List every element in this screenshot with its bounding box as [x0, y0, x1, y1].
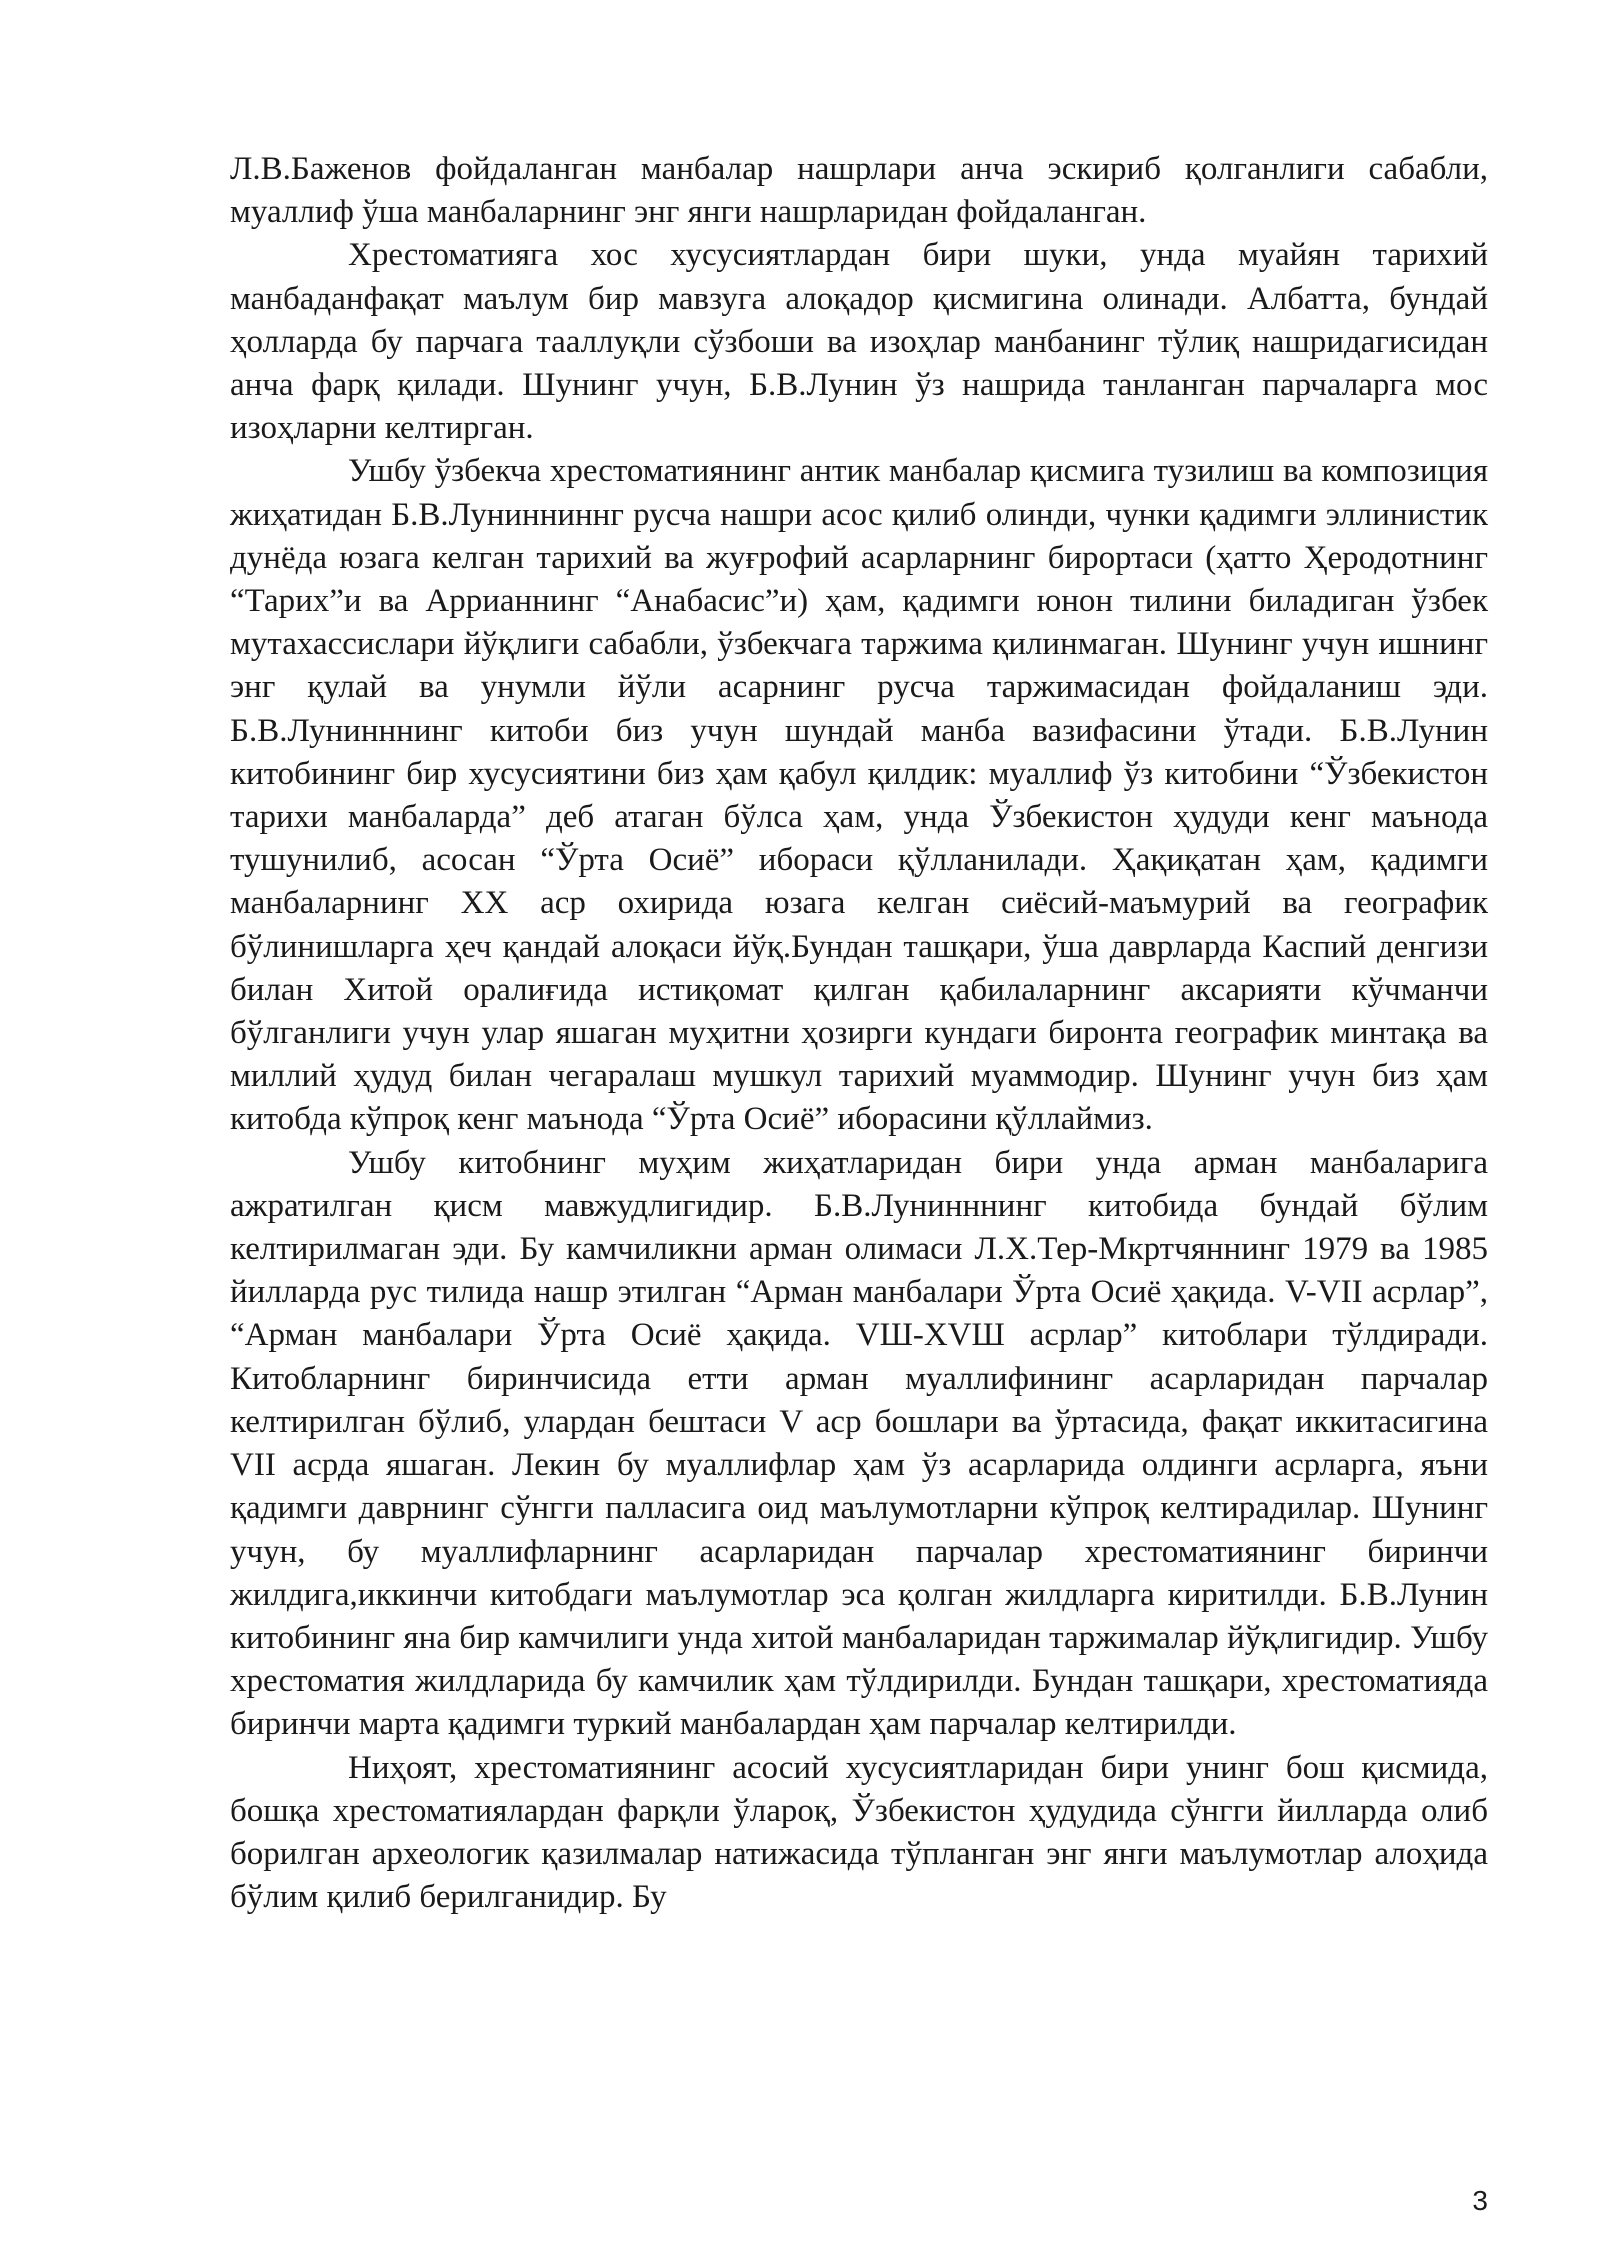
paragraph-3: Ушбу ўзбекча хрестоматиянинг антик манбалар қисмига тузилиш ва композиция жиҳатидан Б.В.Лунинниннг русча нашри асос қилиб олинди, чунки қадимги эллинистик дунёда юзага келган тарихий ва жуғрофий асарларнинг бирортаси (ҳатто Ҳеродотнинг “Тарих”и ва Аррианнинг “Анабасис”и) ҳам, қадимги юнон тилини биладиган ўзбек мутахассислари йўқлиги сабабли, ўзбекчага таржима қилинмаган. Шунинг учун ишнинг энг қулай ва унумли йўли асарнинг русча таржимасидан фойдаланиш эди. Б.В.Лунинннинг китоби биз учун шундай манба вазифасини ўтади. Б.В.Лунин китобининг бир хусусиятини биз ҳам қабул қилдик: муаллиф ўз китобини “Ўзбекистон тарихи манбаларда” деб атаган бўлса ҳам, унда Ўзбекистон ҳудуди кенг маънода тушунилиб, асосан “Ўрта Осиё” ибораси қўлланилади. Ҳақиқатан ҳам, қадимги манбаларнинг XX аср охирида юзага келган сиёсий-маъмурий ва географик бўлинишларга ҳеч қандай алоқаси йўқ.Бундан ташқари, ўша даврларда Каспий денгизи билан Хитой оралиғида истиқомат қилган қабилаларнинг аксарияти кўчманчи бўлганлиги учун улар яшаган муҳитни ҳозирги кундаги биронта географик минтақа ва миллий ҳудуд билан чегаралаш мушкул тарихий муаммодир. Шунинг учун биз ҳам китобда кўпроқ кенг маънода “Ўрта Осиё” иборасини қўллаймиз. [230, 453, 1488, 1138]
document-body [230, 148, 1488, 1919]
paragraph-4: Ушбу китобнинг муҳим жиҳатларидан бири унда арман манбаларига ажратилган қисм мавжудлигидир. Б.В.Лунинннинг китобида бундай бўлим келтирилмаган эди. Бу камчиликни арман олимаси Л.Х.Тер-Мкртчяннинг 1979 ва 1985 йилларда рус тилида нашр этилган “Арман манбалари Ўрта Осиё ҳақида. V-VII асрлар”, “Арман манбалари Ўрта Осиё ҳақида. VШ-XVШ асрлар” китоблари тўлдиради. Китобларнинг биринчисида етти арман муаллифининг асарларидан парчалар келтирилган бўлиб, улардан бештаси V аср бошлари ва ўртасида, фақат иккитасигина VII асрда яшаган. Лекин бу муаллифлар ҳам ўз асарларида олдинги асрларга, яъни қадимги даврнинг сўнгги палласига оид маълумотларни кўпроқ келтирадилар. Шунинг учун, бу муаллифларнинг асарларидан парчалар хрестоматиянинг биринчи жилдига,иккинчи китобдаги маълумотлар эса қолган жилдларга киритилди. Б.В.Лунин китобининг яна бир камчилиги унда хитой манбаларидан таржималар йўқлигидир. Ушбу хрестоматия жилдларида бу камчилик ҳам тўлдирилди. Бундан ташқари, хрестоматияда биринчи марта қадимги туркий манбалардан ҳам парчалар келтирилди. [230, 1144, 1488, 1743]
paragraph-2: Хрестоматияга хос хусусиятлардан бири шуки, унда муайян тарихий манбаданфақат маълум бир мавзуга алоқадор қисмигина олинади. Албатта, бундай ҳолларда бу парчага тааллуқли сўзбоши ва изоҳлар манбанинг тўлиқ нашридагисидан анча фарқ қилади. Шунинг учун, Б.В.Лунин ўз нашрида танланган парчаларга мос изоҳларни келтирган. [230, 237, 1488, 447]
paragraph-5: Ниҳоят, хрестоматиянинг асосий хусусиятларидан бири унинг бош қисмида, бошқа хрестоматиялардан фарқли ўлароқ, Ўзбекистон ҳудудида сўнгги йилларда олиб борилган археологик қазилмалар натижасида тўпланган энг янги маълумотлар алоҳида бўлим қилиб берилганидир. Бу [230, 1749, 1488, 1916]
page-number: 3 [1472, 2185, 1488, 2216]
paragraph-1: Л.В.Баженов фойдаланган манбалар нашрлари анча эскириб қолганлиги сабабли, муаллиф ўша манбаларнинг энг янги нашрларидан фойдаланган. [230, 151, 1488, 231]
